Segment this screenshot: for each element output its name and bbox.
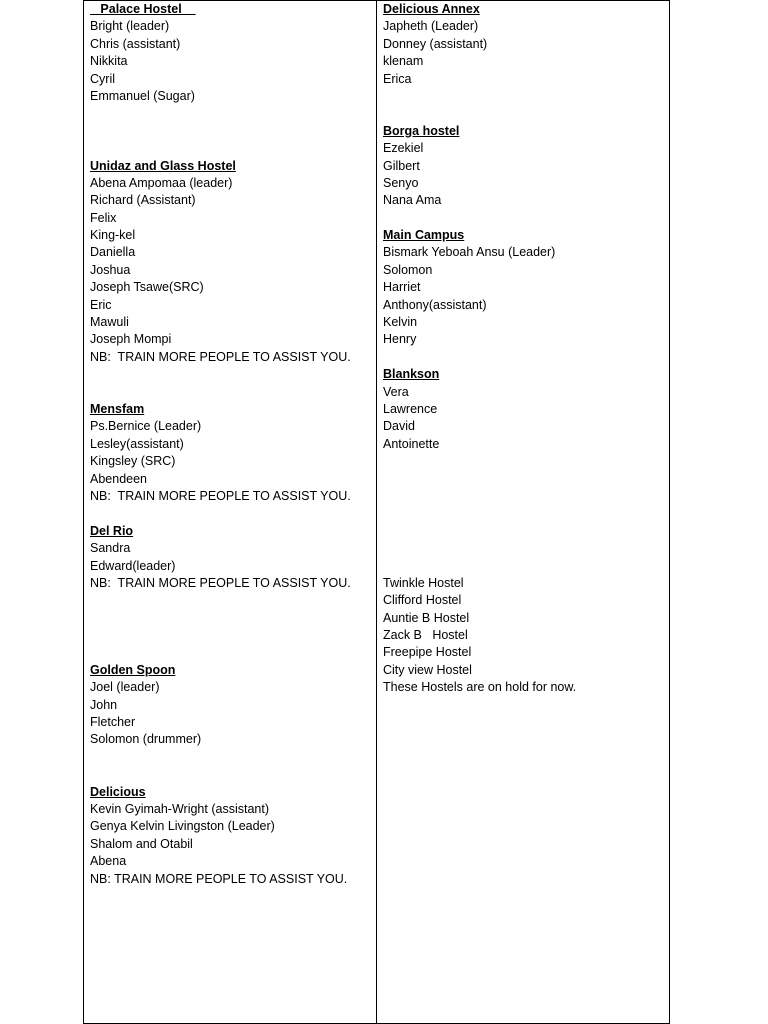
column-divider bbox=[376, 0, 377, 1024]
section-title-palace: Palace Hostel bbox=[90, 2, 196, 16]
section-title-delicious: Delicious bbox=[90, 784, 146, 799]
member: Edward(leader) bbox=[90, 558, 176, 573]
section-title-main-campus: Main Campus bbox=[383, 228, 465, 243]
member: Shalom and Otabil bbox=[90, 836, 193, 851]
member: Joseph Mompi bbox=[90, 332, 172, 347]
member: Mawuli bbox=[90, 315, 129, 330]
member: Lesley(assistant) bbox=[90, 436, 184, 451]
member: Sandra bbox=[90, 541, 131, 556]
member: Emmanuel (Sugar) bbox=[90, 88, 195, 103]
member: Japheth (Leader) bbox=[383, 19, 479, 34]
member: King-kel bbox=[90, 228, 136, 243]
member: Eric bbox=[90, 297, 112, 312]
hostel-on-hold: Freepipe Hostel bbox=[383, 645, 472, 660]
note: NB: TRAIN MORE PEOPLE TO ASSIST YOU. bbox=[90, 871, 348, 886]
member: Bright (leader) bbox=[90, 19, 170, 34]
member: Kingsley (SRC) bbox=[90, 454, 176, 469]
member: Joseph Tsawe(SRC) bbox=[90, 280, 204, 295]
hostel-on-hold: Clifford Hostel bbox=[383, 593, 462, 608]
member: Cyril bbox=[90, 71, 115, 86]
note: NB: TRAIN MORE PEOPLE TO ASSIST YOU. bbox=[90, 488, 351, 503]
member: Harriet bbox=[383, 280, 421, 295]
member: John bbox=[90, 697, 118, 712]
hostel-on-hold: Zack B Hostel bbox=[383, 628, 468, 643]
member: Joshua bbox=[90, 262, 131, 277]
member: Gilbert bbox=[383, 158, 420, 173]
member: Solomon (drummer) bbox=[90, 732, 202, 747]
member: Solomon bbox=[383, 262, 433, 277]
section-title-blankson: Blankson bbox=[383, 367, 440, 382]
section-title-delicious-annex: Delicious Annex bbox=[383, 2, 480, 16]
member: Erica bbox=[383, 71, 412, 86]
section-title-golden-spoon: Golden Spoon bbox=[90, 662, 176, 677]
member: Nikkita bbox=[90, 54, 128, 69]
member: Fletcher bbox=[90, 715, 136, 730]
member: Daniella bbox=[90, 245, 136, 260]
right-column bbox=[383, 1, 663, 697]
member: Bismark Yeboah Ansu (Leader) bbox=[383, 245, 556, 260]
section-title-unidaz: Unidaz and Glass Hostel bbox=[90, 158, 236, 173]
hostel-on-hold: City view Hostel bbox=[383, 662, 472, 677]
member: Felix bbox=[90, 210, 117, 225]
note: NB: TRAIN MORE PEOPLE TO ASSIST YOU. bbox=[90, 349, 351, 364]
section-title-delrio: Del Rio bbox=[90, 523, 134, 538]
member: Ezekiel bbox=[383, 141, 424, 156]
member: Joel (leader) bbox=[90, 680, 160, 695]
left-column bbox=[90, 1, 370, 888]
member: Donney (assistant) bbox=[383, 36, 488, 51]
hostel-on-hold: Twinkle Hostel bbox=[383, 575, 464, 590]
section-title-mensfam: Mensfam bbox=[90, 401, 145, 416]
member: Abena Ampomaa (leader) bbox=[90, 175, 233, 190]
member: Senyo bbox=[383, 175, 419, 190]
member: Ps.Bernice (Leader) bbox=[90, 419, 202, 434]
member: Henry bbox=[383, 332, 417, 347]
note: NB: TRAIN MORE PEOPLE TO ASSIST YOU. bbox=[90, 575, 351, 590]
member: Anthony(assistant) bbox=[383, 297, 487, 312]
member: klenam bbox=[383, 54, 424, 69]
member: Richard (Assistant) bbox=[90, 193, 196, 208]
member: Abena bbox=[90, 854, 127, 869]
member: Abendeen bbox=[90, 471, 148, 486]
member: Nana Ama bbox=[383, 193, 442, 208]
member: Chris (assistant) bbox=[90, 36, 181, 51]
member: Kelvin bbox=[383, 315, 418, 330]
on-hold-note: These Hostels are on hold for now. bbox=[383, 680, 577, 695]
section-title-borga: Borga hostel bbox=[383, 123, 460, 138]
member: Antoinette bbox=[383, 436, 440, 451]
member: Vera bbox=[383, 384, 409, 399]
member: Genya Kelvin Livingston (Leader) bbox=[90, 819, 275, 834]
member: Lawrence bbox=[383, 401, 438, 416]
member: Kevin Gyimah-Wright (assistant) bbox=[90, 801, 269, 816]
member: David bbox=[383, 419, 415, 434]
hostel-on-hold: Auntie B Hostel bbox=[383, 610, 470, 625]
